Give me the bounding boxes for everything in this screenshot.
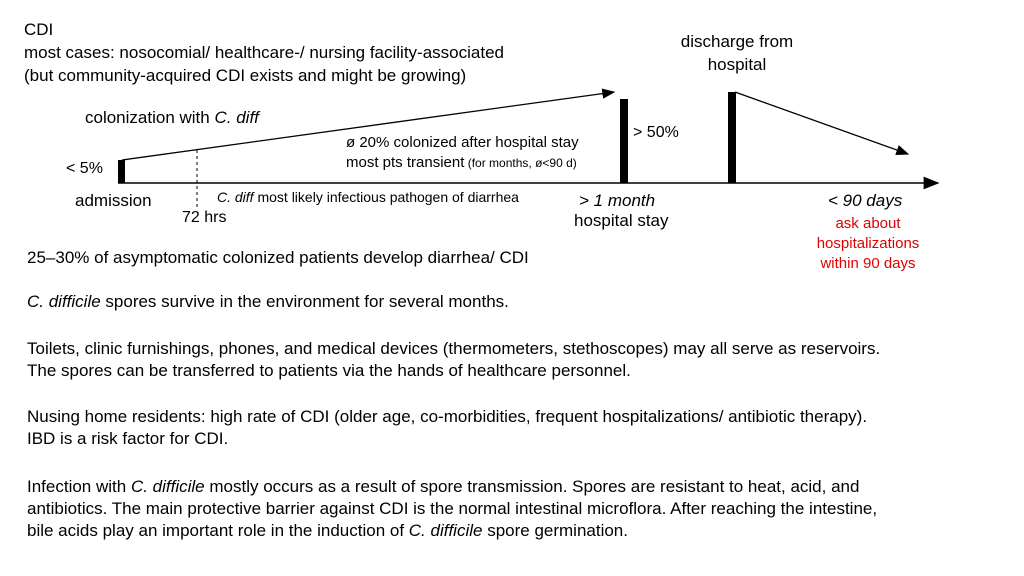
paragraph-reservoirs: Toilets, clinic furnishings, phones, and medical devices (thermometers, stethoscopes) may all serve as reservoirs. The spores can be transferred to patients via the hands of healthcare personnel. [27, 339, 881, 380]
header-line-1: most cases: nosocomial/ healthcare-/ nursing facility-associated [24, 43, 504, 62]
hospital-stay-bar [620, 99, 628, 183]
admission-label: admission [75, 191, 152, 210]
header-line-2: (but community-acquired CDI exists and might be growing) [24, 66, 467, 85]
colonization-label: colonization with C. diff [85, 108, 259, 127]
over-50-label: > 50% [633, 124, 679, 141]
admission-percent: < 5% [66, 160, 103, 177]
paragraph-nursing-home: Nusing home residents: high rate of CDI (older age, co-morbidities, frequent hospitalizations/ antibiotic therapy). IBD is a risk factor for CDI. [27, 407, 868, 448]
transient-label: most pts transient (for months, ø<90 d) [346, 154, 577, 171]
72hrs-label: 72 hrs [182, 209, 227, 226]
90-days-label: < 90 days [828, 191, 903, 210]
discharge-bar [728, 92, 736, 183]
admission-bar [118, 160, 125, 183]
pathogen-label: C. diff most likely infectious pathogen of diarrhea [217, 189, 519, 205]
discharge-label: discharge from hospital [680, 32, 794, 74]
header-title: CDI [24, 20, 54, 39]
month-label: > 1 month [579, 191, 656, 210]
paragraph-infection: Infection with C. difficile mostly occurs as a result of spore transmission. Spores are resistant to heat, acid, and antibiotics. The main protective barrier against CDI is the normal intestinal microflora. After reaching the intestine, bile acids play an important role in the induction of C. difficile spore germination. [27, 477, 878, 540]
hospital-stay-label: hospital stay [574, 211, 669, 230]
paragraph-colonized-develop: 25–30% of asymptomatic colonized patients develop diarrhea/ CDI [27, 248, 529, 267]
post-discharge-decline-arrow [735, 92, 908, 154]
paragraph-spores-survive: C. difficile spores survive in the environment for several months. [27, 292, 509, 311]
ask-hospitalizations-note: ask about hospitalizations within 90 days [816, 215, 920, 272]
colonized-20-label: ø 20% colonized after hospital stay [346, 134, 579, 151]
